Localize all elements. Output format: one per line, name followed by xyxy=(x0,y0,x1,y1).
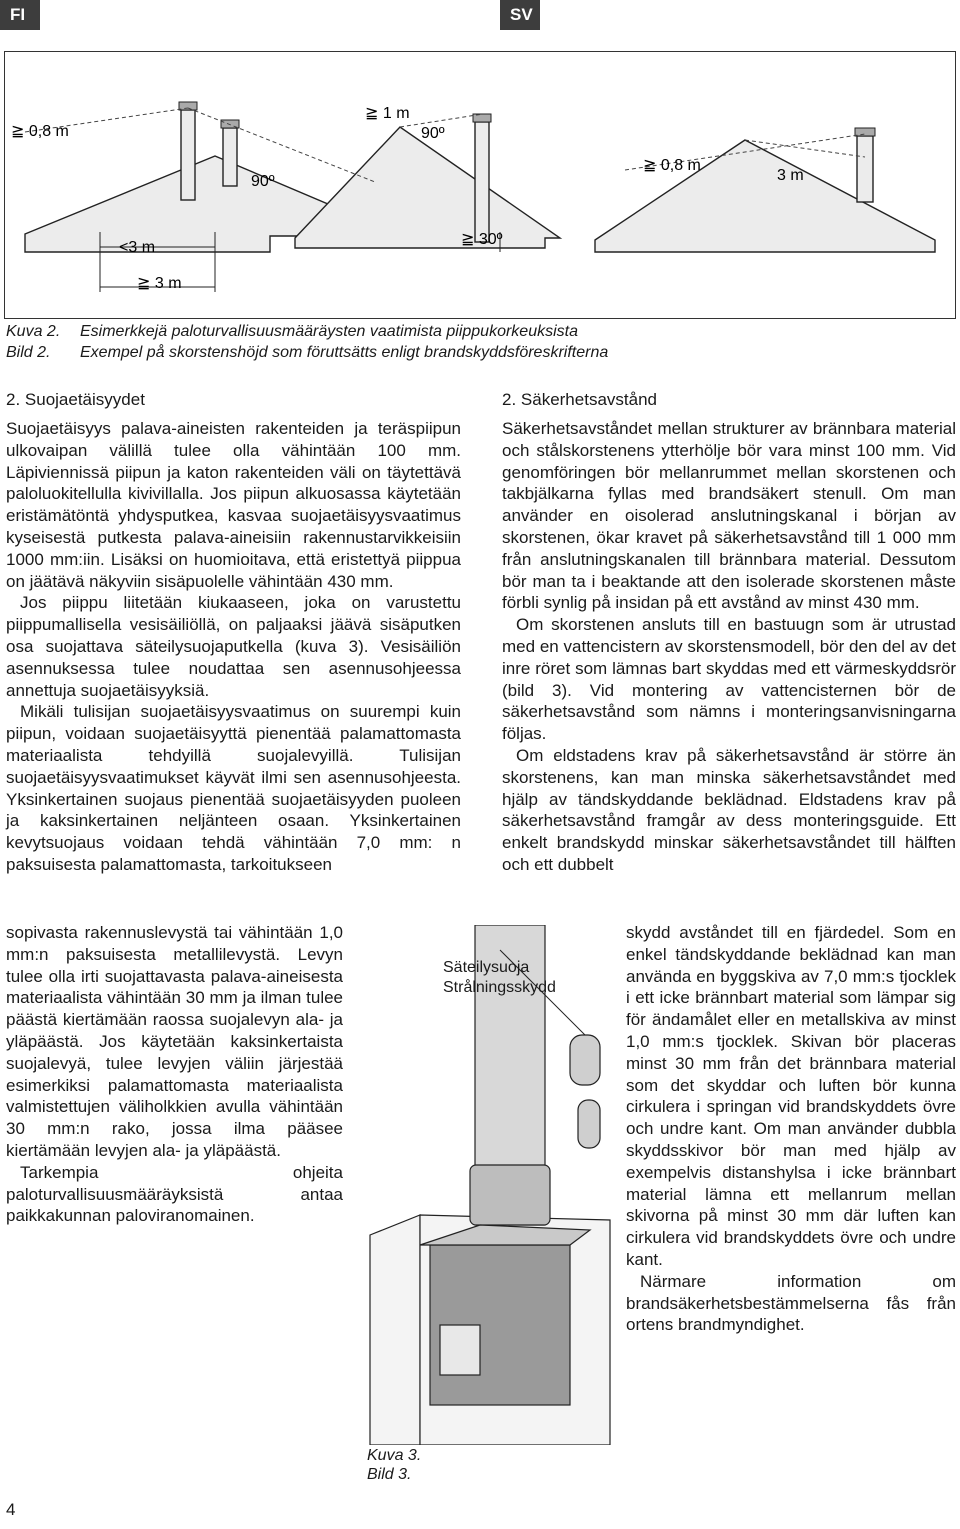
label-a1: 90º xyxy=(251,173,275,190)
label-d4: 3 m xyxy=(777,167,804,184)
caption-fig2-fi: Kuva 2. Esimerkkejä paloturvallisuusmääräysten vaatimista piippukorkeuksista xyxy=(6,323,578,340)
radiation-shield-1 xyxy=(570,1035,600,1085)
text-fi-upper: Suojaetäisyys palava-aineisten rakenteiden ja teräspiipun ulkovaipan välillä tulee olla vähintään 100 mm. Läpiviennissä piipun ja katon rakenteiden väli on täytettävä paloluokitellulla kivivillalla. Jos piipun alkuosassa käytetään eristämätöntä yhdysputkea, kasvaa suojaetäisyysvaatimus kyseisestä putkesta palava-aineisiin rakennustarvikkeisiin 1000 mm:iin. Lisäksi on huomioitava, että eristettyä piippua on jäätävä näkyviin sisäpuolelle vähintään 430 mm. Jos piippu liitetään kiukaaseen, joka on varustettu piippumallisella vesisäiliöllä, on paljaaksi jäävä sisäputken osa suojattava säteilysuojaputkella (kuva 3). Vesisäiliön asennuksessa tulee noudattaa sen asennusohjeessa annettuja suojaetäisyyksiä. Mikäli tulisijan suojaetäisyysvaatimus on suurempi kuin piipun, voidaan suojaetäisyyttä pienentää palamattomasta materiaalista tehdyillä suojalevyillä. Tulisijan suojaetäisyysvaatimukset käyvät ilmi sen asennusohjeesta. Yksinkertainen suojaus pienentää suojaetäisyyden puoleen ja kaksinkertainen neljänteen osaan. Yksinkertainen kevytsuojaus voidaan tehdä vähintään 7,0 mm: n paksuisesta palamattomasta, tarkoitukseen xyxy=(6,419,461,874)
chimney-height-diagram xyxy=(5,52,956,319)
roof-middle xyxy=(295,127,560,248)
chimney-4 xyxy=(857,136,873,202)
label-d2: ≧ 1 m xyxy=(365,105,410,122)
label-a2: 90º xyxy=(421,125,445,142)
chimney-3 xyxy=(475,122,489,242)
tab-fi: FI xyxy=(0,0,40,30)
figure-2 xyxy=(4,51,956,319)
chimney-2 xyxy=(223,128,237,186)
water-tank xyxy=(470,1165,550,1225)
label-d3: ≧ 0,8 m xyxy=(643,157,701,174)
label-d5: <3 m xyxy=(119,239,156,256)
tab-sv: SV xyxy=(500,0,540,30)
stove-door xyxy=(440,1325,480,1375)
text-fi-lower: sopivasta rakennuslevystä tai vähintään 1,0 mm:n paksuisesta metallilevystä. Levyn tulee olla irti suojattavasta palava-aineisesta materiaalista vähintään 30 mm ja ilman tulee päästä kiertämään raossa suojalevyn ala- ja yläpäästä. Jos käytetään kaksinkertaista suojalevyä, tulee levyjen väliin järjestää esimerkiksi palamattomasta materiaalista valmistettujen väliholkkien avulla vähintään 30 mm:n rako, jossa ilma pääsee kiertämään levyjen ala- ja yläpäästä. Tarkempia ohjeita paloturvallisuusmääräyksistä antaa paikkakunnan paloviranomainen. xyxy=(6,923,343,1226)
heading-fi: 2. Suojaetäisyydet xyxy=(6,390,145,409)
caption-fig3: Kuva 3. Bild 3. xyxy=(367,1447,422,1483)
text-sv-upper: Säkerhetsavståndet mellan strukturer av brännbara material och stålskorstenens ytterhölje bör vara minst 100 mm. Vid genomföringen bör mellanrummet mellan skorstenen och takbjälkarna fyllas med brandsäkert stenull. Om man använder en oisolerad anslutningskanal i början av skorstenen, ökar kravet på säkerhetsavstånd till 1 000 mm från anslutningskanalen till brännbara material. Dessutom bör man ta i beaktande att den isolerade skorstenen måste förbli synlig på insidan på ett avstånd av minst 430 mm. Om skorstenen ansluts till en bastuugn som är utrustad med en vattencistern av skorstensmodell, bör den del av det inre röret som lämnas bart skyddas med ett värmeskyddsrör (bild 3). Vid montering av vattencisternen bör de säkerhetsavstånd som nämns i monteringsanvisningarna följas. Om eldstadens krav på säkerhetsavstånd är större än skorstenens, kan man minska säkerhetsavståndet med hjälp av tändskyddande beklädnad. Eldstadens krav på säkerhetsavstånd framgår av dess monteringsguide. Ett enkelt brandskydd minskar säkerhetsavståndet till hälften och ett dubbelt xyxy=(502,419,956,874)
label-a3: ≧ 30º xyxy=(461,231,503,248)
heading-sv: 2. Säkerhetsavstånd xyxy=(502,390,657,409)
label-shield-fi: Säteilysuoja xyxy=(443,959,530,976)
label-d6: ≧ 3 m xyxy=(137,275,182,292)
radiation-shield-2 xyxy=(578,1100,600,1148)
stove-diagram xyxy=(360,925,660,1445)
text-sv-lower: skydd avståndet till en fjärdedel. Som en enkel tändskyddande beklädnad kan man använda en byggskiva av 7,0 mm:s tjocklek i ett icke brännbart material som lämpar sig för ändamålet eller en metallskiva av minst 1,0 mm:s tjocklek. Skivan bör placeras minst 30 mm från det brännbara material som det skyddar och luften bör kunna cirkulera i springan vid brandskyddets övre och undre kant. Om man använder dubbla skyddsskivor bör man med hjälp av exempelvis distanshylsa i icke brännbart material lämna ett mellanrum mellan skivorna på minst 30 mm där luften kan cirkulera vid brandskyddets övre och undre kant. Närmare information om brandsäkerhetsbestämmelserna fås från ortens brandmyndighet. xyxy=(626,923,956,1335)
figure-3 xyxy=(360,925,660,1445)
page-number: 4 xyxy=(6,1500,16,1519)
caption-fig2-sv: Bild 2. Exempel på skorstenshöjd som föruttsätts enligt brandskyddsföreskrifterna xyxy=(6,344,609,361)
label-d1: ≧ 0,8 m xyxy=(11,123,69,140)
wall-left xyxy=(370,1215,420,1445)
label-shield-sv: Strålningsskydd xyxy=(443,979,556,996)
chimney-1 xyxy=(181,110,195,200)
